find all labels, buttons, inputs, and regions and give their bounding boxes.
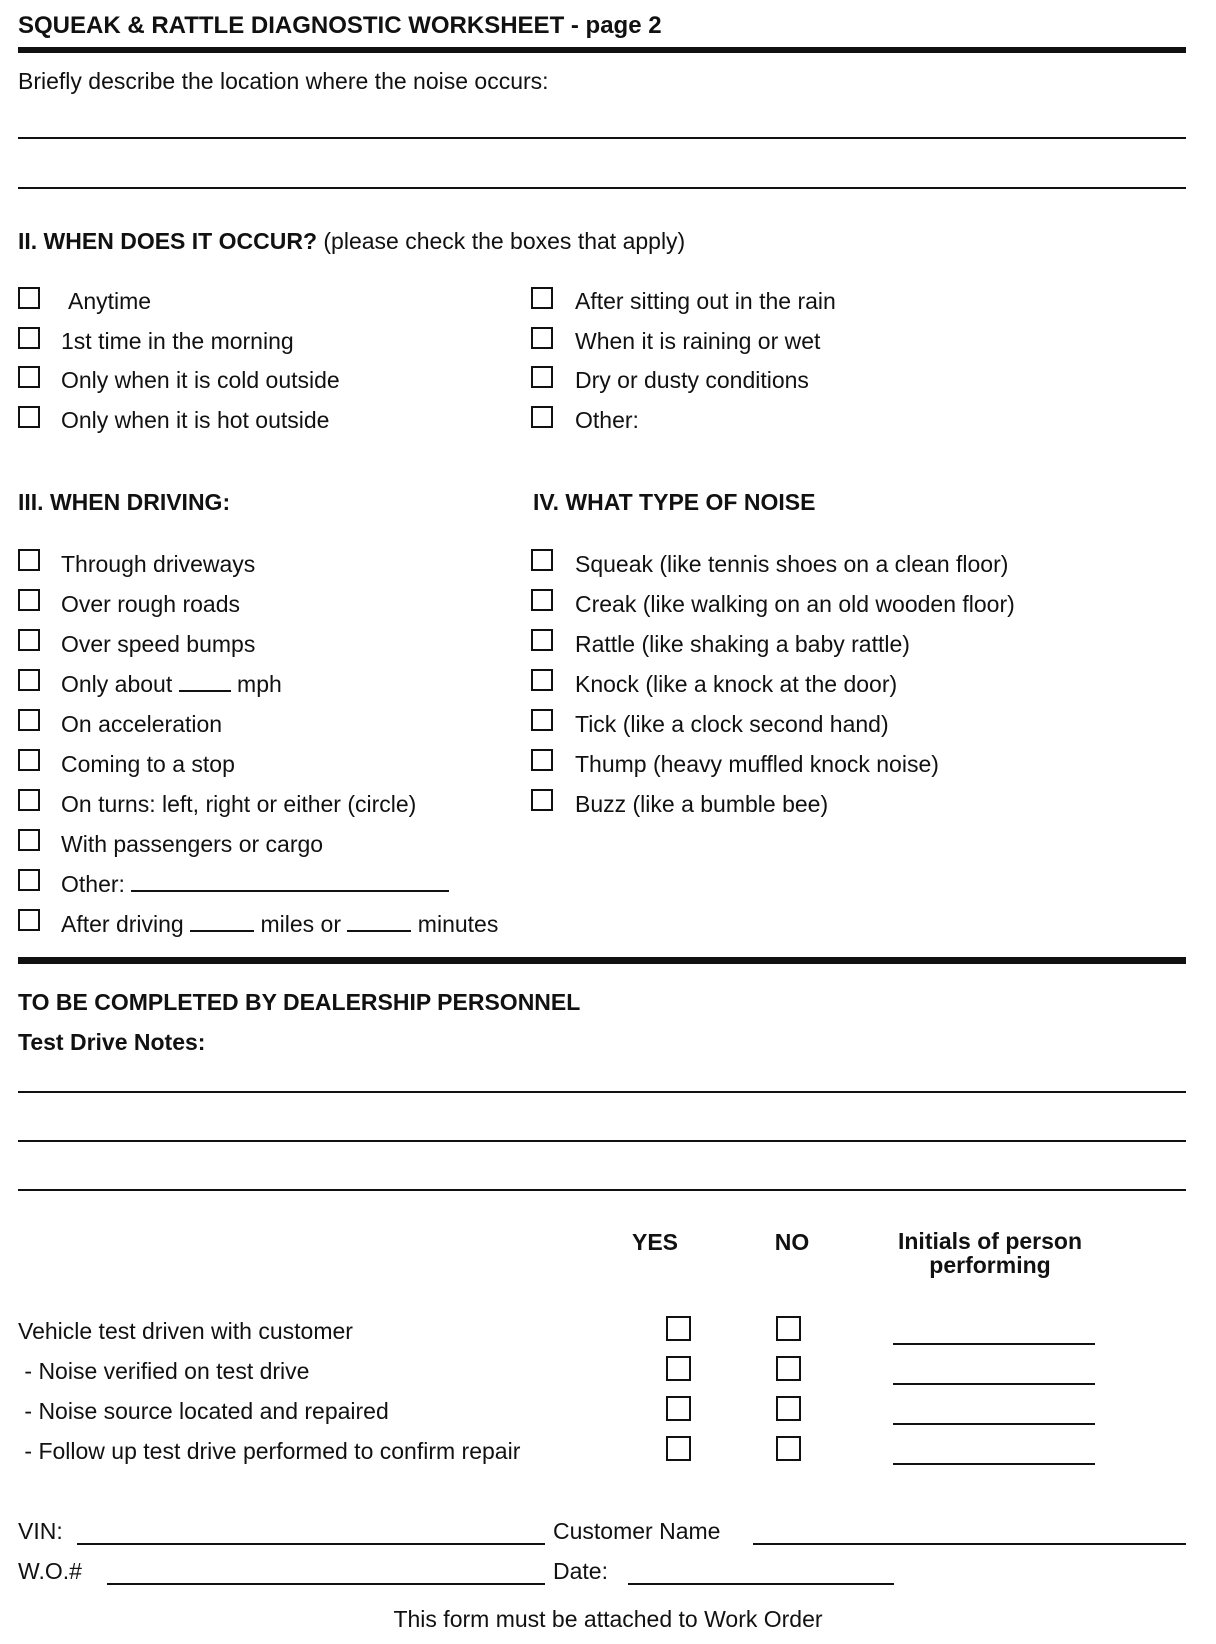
checkbox-squeak[interactable] [531,549,553,571]
label-driving-other-text: Other: [61,871,125,897]
checkbox-test-driven-no[interactable] [776,1316,801,1341]
row-test-driven-label: Vehicle test driven with customer [18,1318,353,1344]
label-speed-bumps: Over speed bumps [61,631,256,657]
row-follow-up-label: - Follow up test drive performed to confirm repair [18,1438,521,1464]
driving-other-blank[interactable] [131,872,449,892]
label-anytime: Anytime [68,288,152,314]
section-3-heading: III. WHEN DRIVING: [18,489,231,515]
miles-blank[interactable] [190,912,254,932]
checkbox-after-rain[interactable] [531,287,553,309]
location-prompt: Briefly describe the location where the noise occurs: [18,68,549,94]
label-first-morning: 1st time in the morning [61,328,294,354]
label-after-driving-mid: miles or [260,911,342,937]
notes-line-1[interactable] [18,1091,1186,1093]
checkbox-cold-outside[interactable] [18,366,40,388]
label-rattle: Rattle (like shaking a baby rattle) [575,631,910,657]
vin-field[interactable] [77,1543,545,1545]
location-line-1[interactable] [18,137,1186,139]
label-mph-suffix: mph [237,671,282,697]
header-rule [18,47,1186,53]
label-knock: Knock (like a knock at the door) [575,671,898,697]
label-turns: On turns: left, right or either (circle) [61,791,417,817]
date-field[interactable] [628,1583,894,1585]
col-initials [870,1229,1110,1277]
col-no: NO [774,1229,810,1255]
wo-label: W.O.# [18,1558,82,1584]
checkbox-raining-wet[interactable] [531,327,553,349]
label-stop: Coming to a stop [61,751,235,777]
notes-line-3[interactable] [18,1189,1186,1191]
section-4-heading: IV. WHAT TYPE OF NOISE [533,489,816,515]
checkbox-rough-roads[interactable] [18,589,40,611]
label-mph [61,671,282,698]
label-driving-other [61,871,449,898]
minutes-blank[interactable] [347,912,411,932]
checkbox-creak[interactable] [531,589,553,611]
checkbox-driveways[interactable] [18,549,40,571]
checkbox-tick[interactable] [531,709,553,731]
checkbox-speed-bumps[interactable] [18,629,40,651]
checkbox-turns[interactable] [18,789,40,811]
vin-label: VIN: [18,1518,63,1544]
wo-field[interactable] [107,1583,545,1585]
label-thump: Thump (heavy muffled knock noise) [575,751,939,777]
initials-source-repaired[interactable] [893,1423,1095,1425]
label-acceleration: On acceleration [61,711,223,737]
label-mph-prefix: Only about [61,671,173,697]
checkbox-dry-dusty[interactable] [531,366,553,388]
initials-follow-up[interactable] [893,1463,1095,1465]
col-initials-line-2: performing [929,1252,1051,1278]
label-after-rain: After sitting out in the rain [575,288,836,314]
label-tick: Tick (like a clock second hand) [575,711,889,737]
customer-name-field[interactable] [753,1543,1186,1545]
page-title: SQUEAK & RATTLE DIAGNOSTIC WORKSHEET - page 2 [18,12,662,39]
section-2-title: II. WHEN DOES IT OCCUR? [18,228,317,254]
footer-note: This form must be attached to Work Order [393,1606,823,1632]
checkbox-follow-up-no[interactable] [776,1436,801,1461]
label-after-driving-suffix: minutes [417,911,499,937]
row-source-repaired-label: - Noise source located and repaired [18,1398,389,1424]
checkbox-anytime[interactable] [18,287,40,309]
section-2-heading [18,228,685,255]
checkbox-after-driving[interactable] [18,909,40,931]
col-initials-line-1: Initials of person [897,1228,1083,1254]
customer-name-label: Customer Name [553,1518,721,1544]
label-raining-wet: When it is raining or wet [575,328,821,354]
checkbox-passengers[interactable] [18,829,40,851]
checkbox-hot-outside[interactable] [18,406,40,428]
notes-line-2[interactable] [18,1140,1186,1142]
row-noise-verified-label: - Noise verified on test drive [18,1358,310,1384]
label-rough-roads: Over rough roads [61,591,240,617]
checkbox-source-repaired-no[interactable] [776,1396,801,1421]
col-yes: YES [631,1229,679,1255]
checkbox-source-repaired-yes[interactable] [666,1396,691,1421]
checkbox-knock[interactable] [531,669,553,691]
dealer-heading: TO BE COMPLETED BY DEALERSHIP PERSONNEL [18,989,581,1015]
mph-blank[interactable] [179,672,231,692]
date-label: Date: [553,1558,608,1584]
test-drive-notes-label: Test Drive Notes: [18,1029,206,1055]
checkbox-first-morning[interactable] [18,327,40,349]
label-creak: Creak (like walking on an old wooden floor) [575,591,1015,617]
dealer-rule [18,957,1186,964]
label-passengers: With passengers or cargo [61,831,324,857]
initials-noise-verified[interactable] [893,1383,1095,1385]
checkbox-follow-up-yes[interactable] [666,1436,691,1461]
label-dry-dusty: Dry or dusty conditions [575,367,809,393]
section-2-note: (please check the boxes that apply) [317,228,686,254]
label-after-driving-prefix: After driving [61,911,184,937]
checkbox-acceleration[interactable] [18,709,40,731]
checkbox-rattle[interactable] [531,629,553,651]
checkbox-thump[interactable] [531,749,553,771]
checkbox-noise-verified-no[interactable] [776,1356,801,1381]
location-line-2[interactable] [18,187,1186,189]
label-cold-outside: Only when it is cold outside [61,367,340,393]
label-after-driving [61,911,498,938]
label-buzz: Buzz (like a bumble bee) [575,791,829,817]
label-squeak: Squeak (like tennis shoes on a clean floor) [575,551,1009,577]
label-hot-outside: Only when it is hot outside [61,407,330,433]
initials-test-driven[interactable] [893,1343,1095,1345]
label-when-other: Other: [575,407,639,433]
checkbox-noise-verified-yes[interactable] [666,1356,691,1381]
checkbox-driving-other[interactable] [18,869,40,891]
label-driveways: Through driveways [61,551,256,577]
checkbox-when-other[interactable] [531,406,553,428]
checkbox-stop[interactable] [18,749,40,771]
checkbox-mph[interactable] [18,669,40,691]
checkbox-buzz[interactable] [531,789,553,811]
checkbox-test-driven-yes[interactable] [666,1316,691,1341]
